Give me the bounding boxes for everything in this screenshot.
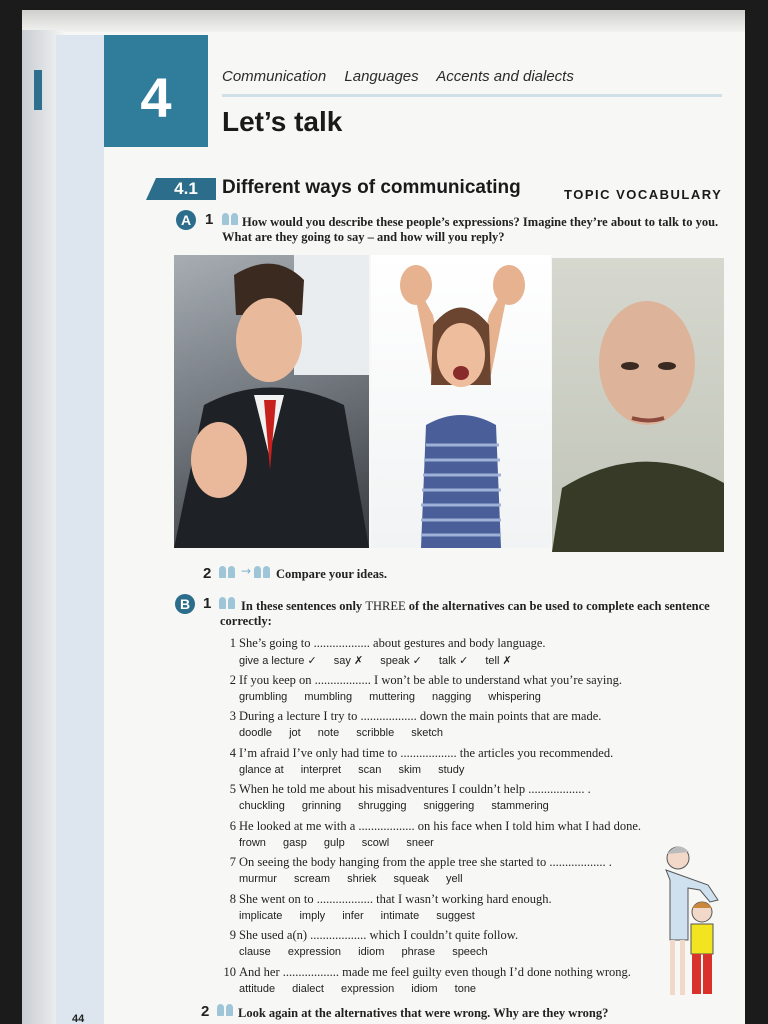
sentence-text: She’s going to .................. about gestures and body language. xyxy=(239,636,546,650)
option: dialect xyxy=(292,982,324,995)
sentence-options xyxy=(239,837,448,849)
option: shriek xyxy=(347,873,377,885)
option: yell xyxy=(446,873,463,885)
option: idiom xyxy=(411,982,438,995)
option: stammering xyxy=(491,800,549,812)
man-in-car-illustration xyxy=(174,255,369,548)
option: imply xyxy=(299,909,326,922)
sentence-number: 6 xyxy=(229,818,236,833)
option: give a lecture ✓ xyxy=(239,655,317,667)
option: skim xyxy=(398,763,422,776)
sentence-number: 9 xyxy=(229,928,236,942)
section-tag: TOPIC VOCABULARY xyxy=(564,187,723,202)
sentence-text: He looked at me with a .................. on his face when I told him what I had done. xyxy=(239,818,641,833)
option: scribble xyxy=(356,727,395,739)
cartoon-illustration xyxy=(658,840,728,1005)
option: implicate xyxy=(239,909,283,922)
option: tell ✗ xyxy=(485,655,512,667)
option: scan xyxy=(358,763,382,776)
chapter-topic: Languages xyxy=(344,68,419,85)
option: expression xyxy=(341,982,395,995)
instruction-keyword: THREE xyxy=(365,599,406,613)
option: speak ✓ xyxy=(380,655,422,667)
chapter-side-band xyxy=(56,35,104,1024)
sentence-item xyxy=(222,746,692,783)
option: phrase xyxy=(401,946,436,958)
sentence-options xyxy=(239,873,477,885)
option: shrugging xyxy=(358,800,407,812)
sentence-number: 5 xyxy=(229,782,236,796)
option: grinning xyxy=(301,800,342,812)
exercise-instruction xyxy=(220,599,720,629)
sentence-item xyxy=(222,636,692,673)
exercise-instruction: How would you describe these people’s expressions? Imagine they’re about to talk to you. What are they going to say – and how will you reply? xyxy=(222,215,719,244)
bald-man-illustration xyxy=(552,258,724,552)
sentence-item xyxy=(222,673,692,710)
sentence-text: I’m afraid I’ve only had time to .................. the articles you recommended. xyxy=(239,745,614,760)
sentence-number: 2 xyxy=(229,672,236,687)
exercise-instruction: Look again at the alternatives that were wrong. Why are they wrong? xyxy=(238,1006,609,1020)
sentence-text: She went on to .................. that I wasn’t working hard enough. xyxy=(239,891,552,906)
option: clause xyxy=(239,946,271,958)
option: sniggering xyxy=(423,800,475,812)
sentence-text: During a lecture I try to .................. down the main points that are made. xyxy=(239,709,602,723)
exercise-instruction: Compare your ideas. xyxy=(276,567,387,581)
option: glance at xyxy=(239,763,284,776)
instruction-text: of the alternatives can be used to complete each sentence correctly: xyxy=(220,599,710,628)
sentence-text: On seeing the body hanging from the apple tree she started to .................. . xyxy=(239,855,612,869)
option: note xyxy=(317,727,340,739)
option: expression xyxy=(287,946,342,958)
sentence-item xyxy=(222,892,692,929)
option: chuckling xyxy=(239,800,285,812)
chapter-topics xyxy=(222,68,588,85)
option: gasp xyxy=(282,836,307,849)
option: study xyxy=(438,763,465,776)
page-number: 44 xyxy=(72,1013,85,1024)
option: intimate xyxy=(380,909,420,922)
option: grumbling xyxy=(239,690,288,703)
sentence-options xyxy=(239,983,490,995)
option: talk ✓ xyxy=(438,655,469,667)
option: say ✗ xyxy=(333,655,364,667)
pair-work-icon xyxy=(217,1004,237,1016)
sentence-item xyxy=(222,855,692,892)
part-a-badge: A xyxy=(176,210,196,230)
option: idiom xyxy=(358,946,385,958)
sentence-options xyxy=(239,727,457,739)
option: scowl xyxy=(361,836,390,849)
chapter-number: 4 xyxy=(140,66,172,129)
option: infer xyxy=(342,909,364,922)
sentence-item xyxy=(222,928,692,965)
binding-accent xyxy=(34,70,42,110)
exercise-number: 2 xyxy=(201,1003,210,1020)
option: scream xyxy=(293,873,331,885)
page-top-shadow xyxy=(22,10,745,32)
sentence-number: 1 xyxy=(229,636,236,650)
sentence-number: 7 xyxy=(229,855,236,869)
photo-excited-woman xyxy=(371,255,551,548)
option: sketch xyxy=(411,727,444,739)
sentence-number: 3 xyxy=(229,709,236,723)
sentence-list xyxy=(222,636,692,1001)
sentence-options xyxy=(239,764,478,776)
section-number: 4.1 xyxy=(174,179,198,198)
chapter-topic: Accents and dialects xyxy=(436,68,574,85)
cartoon-teacher-and-child xyxy=(658,840,728,1005)
exercise-number: 1 xyxy=(205,211,214,228)
option: murmur xyxy=(239,873,277,885)
photo-bald-man xyxy=(552,258,724,552)
sentence-text: She used a(n) .................. which I couldn’t quite follow. xyxy=(239,928,519,942)
sentence-number: 10 xyxy=(223,964,236,979)
textbook-page xyxy=(22,10,745,1024)
option: attitude xyxy=(239,982,276,995)
sentence-item xyxy=(222,782,692,819)
photo-man-in-car xyxy=(174,255,369,548)
option: nagging xyxy=(432,690,472,703)
exercise-number: 1 xyxy=(203,595,212,612)
option: tone xyxy=(454,982,477,995)
instruction-text: In these sentences only xyxy=(241,599,366,613)
option: jot xyxy=(289,727,301,739)
sentence-text: And her .................. made me feel guilty even though I’d done nothing wrong. xyxy=(239,964,631,979)
option: muttering xyxy=(369,690,415,703)
option: gulp xyxy=(323,836,345,849)
arrow-icon: → xyxy=(241,564,252,578)
sentence-options xyxy=(239,654,526,667)
sentence-text: If you keep on .................. I won’t be able to understand what you’re saying. xyxy=(239,672,623,687)
sentence-options xyxy=(239,691,555,703)
sentence-number: 4 xyxy=(229,745,236,760)
excited-woman-illustration xyxy=(371,255,551,548)
option: suggest xyxy=(436,909,475,922)
pair-work-icon xyxy=(219,566,239,578)
section-title: Different ways of communicating xyxy=(222,177,521,198)
option: doodle xyxy=(239,727,273,739)
sentence-text: When he told me about his misadventures I couldn’t help .................. . xyxy=(239,782,591,796)
sentence-options xyxy=(239,800,563,812)
chapter-topic: Communication xyxy=(222,68,327,85)
option: interpret xyxy=(300,763,342,776)
option: frown xyxy=(239,836,266,849)
option: sneer xyxy=(406,836,434,849)
sentence-number: 8 xyxy=(229,891,236,906)
sentence-options xyxy=(239,946,502,958)
header-rule xyxy=(222,94,722,97)
sentence-item xyxy=(222,709,692,746)
option: whispering xyxy=(488,690,541,703)
option: mumbling xyxy=(304,690,353,703)
sentence-item xyxy=(222,819,692,856)
option: squeak xyxy=(393,873,429,885)
exercise-number: 2 xyxy=(203,565,212,582)
sentence-item xyxy=(222,965,692,1002)
chapter-title: Let’s talk xyxy=(222,106,343,137)
sentence-options xyxy=(239,910,489,922)
part-b-badge: B xyxy=(175,594,195,614)
option: speech xyxy=(452,946,488,958)
group-work-icon xyxy=(254,566,274,578)
